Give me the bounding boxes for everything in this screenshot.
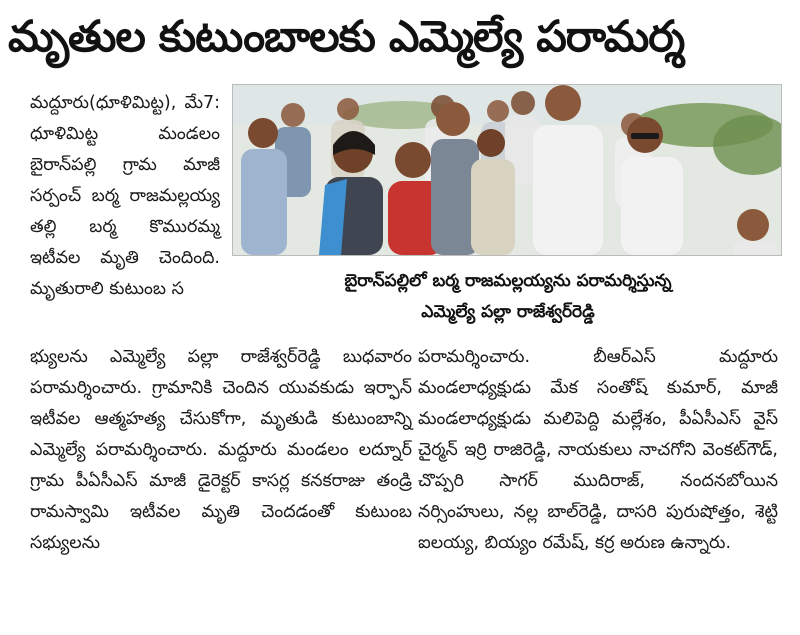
intro-text: ధూళిమిట్ట మండలం బైరాన్‌పల్లి గ్రామ మాజీ సర్పంచ్ బర్మ రాజమల్లయ్య తల్లి బర్మ కొమురమ్మ ఇటీవల మృతి చెందింది. మృతురాలి కుటుంబ స [30,124,220,299]
article-right-column [418,342,778,559]
headline: మృతుల కుటుంబాలకు ఎమ్మెల్యే పరామర్శ [8,12,685,62]
dateline: మద్దూరు(ధూళిమిట్ట), మే7: [30,93,220,113]
left-column-text: భ్యులను ఎమ్మెల్యే పల్లా రాజేశ్వర్‌రెడ్డి బుధవారం పరామర్శించారు. గ్రామానికి చెందిన యువకుడు ఇర్ఫాన్ ఇటీవల ఆత్మహత్య చేసుకోగా, మృతుడి కుటుంబాన్ని ఎమ్మెల్యే పరామర్శించారు. మద్దూరు మండలం లద్నూర్ గ్రామ పీఏసీఎస్ మాజీ డైరెక్టర్ కాసర్ల కనకరాజు తండ్రి రామస్వామి ఇటీవల మృతి చెందడంతో కుటుంబ సభ్యులను [30,347,412,553]
news-photo [232,84,782,256]
article-left-column [30,342,412,559]
article-intro-column [30,88,220,305]
news-photo-illustration [233,85,781,255]
caption-line-1: బైరాన్‌పల్లిలో బర్మ రాజమల్లయ్యను పరామర్శిస్తున్న [344,271,672,291]
caption-line-2: ఎమ్మెల్యే పల్లా రాజేశ్వర్‌రెడ్డి [421,302,595,322]
right-column-text: పరామర్శించారు. బీఆర్ఎస్ మద్దూరు మండలాధ్యక్షుడు మేక సంతోష్ కుమార్, మాజీ మండలాధ్యక్షుడు మలిపెద్ది మల్లేశం, పీఏసీఎస్ వైస్ చైర్మన్ ఇర్రి రాజిరెడ్డి, నాయకులు నాచగోని వెంకట్‌గౌడ్, చొప్పరి సాగర్ ముదిరాజ్, నందనబోయిన నర్సింహులు, నల్ల బాల్‌రెడ్డి, దాసరి పురుషోత్తం, శెట్టి ఐలయ్య, బియ్యం రమేష్, కర్ర అరుణ ఉన్నారు. [418,347,778,553]
photo-caption [298,266,718,328]
